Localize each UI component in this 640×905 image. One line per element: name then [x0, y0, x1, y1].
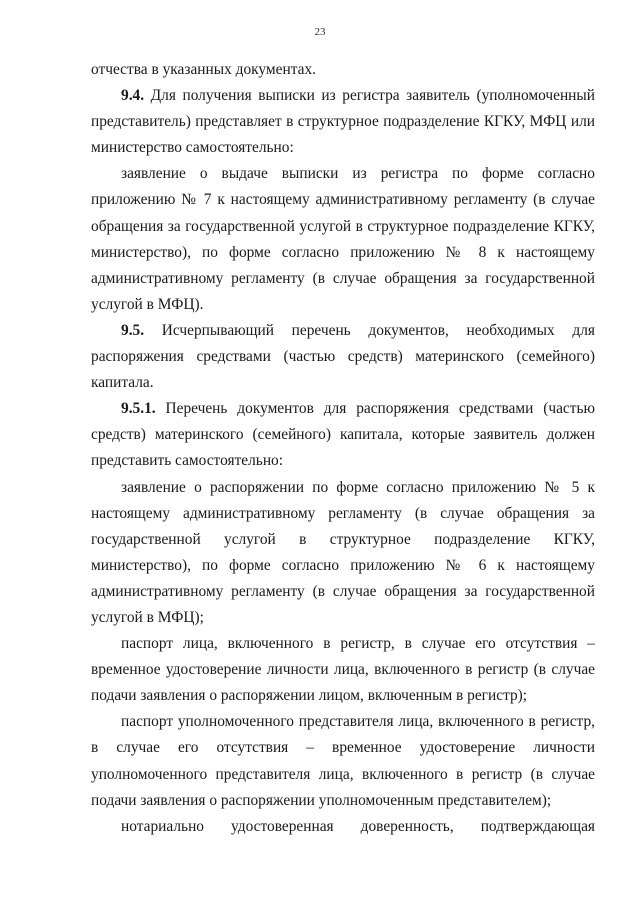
paragraph-text: паспорт уполномоченного представителя лица, включенного в регистр, в случае его отсутствия – временное удостоверение личности уполномоченного представителя лица, включенного в регистр (в случае подачи заявления о распоряжении уполномоченным представителем);	[91, 713, 595, 809]
paragraph-text: заявление о выдаче выписки из регистра по форме согласно приложению № 7 к настоящему административному регламенту (в случае обращения за государственной услугой в структурное подразделение КГКУ, министерство), по форме согласно приложению № 8 к настоящему административному регламенту (в случае обращения за государственной услугой в МФЦ).	[91, 165, 595, 313]
paragraph-9-4	[91, 83, 595, 161]
paragraph-9-5	[91, 318, 595, 396]
paragraph-continuation	[91, 57, 595, 83]
section-number: 9.4.	[121, 87, 145, 105]
paragraph-text: заявление о распоряжении по форме согласно приложению № 5 к настоящему административному регламенту (в случае обращения за государственной услугой в структурное подразделение КГКУ, министерство), по форме согласно приложению № 6 к настоящему административному регламенту (в случае обращения за государственной услугой в МФЦ);	[91, 478, 595, 626]
paragraph-text: отчества в указанных документах.	[91, 61, 316, 78]
paragraph-text: нотариально удостоверенная доверенность, подтверждающая	[121, 817, 595, 835]
paragraph-list-item	[91, 814, 595, 840]
paragraph-text: Перечень документов для распоряжения средствами (частью средств) материнского (семейного) капитала, которые заявитель должен представить самостоятельно:	[91, 400, 595, 470]
paragraph-9-5-1	[91, 396, 595, 474]
section-number: 9.5.1.	[121, 400, 156, 418]
paragraph-text: Исчерпывающий перечень документов, необходимых для распоряжения средствами (частью средств) материнского (семейного) капитала.	[91, 321, 595, 392]
document-body	[91, 57, 595, 840]
paragraph-text: паспорт лица, включенного в регистр, в случае его отсутствия – временное удостоверение личности лица, включенного в регистр (в случае подачи заявления о распоряжении лицом, включенным в регистр);	[91, 635, 595, 705]
paragraph-text: Для получения выписки из регистра заявитель (уполномоченный представитель) представляет в структурное подразделение КГКУ, МФЦ или министерство самостоятельно:	[91, 87, 595, 157]
paragraph-list-item	[91, 475, 595, 632]
section-number: 9.5.	[121, 321, 145, 339]
paragraph-list-item	[91, 631, 595, 709]
page-number: 23	[314, 26, 326, 38]
paragraph-list-item	[91, 709, 595, 813]
paragraph-list-item	[91, 161, 595, 318]
